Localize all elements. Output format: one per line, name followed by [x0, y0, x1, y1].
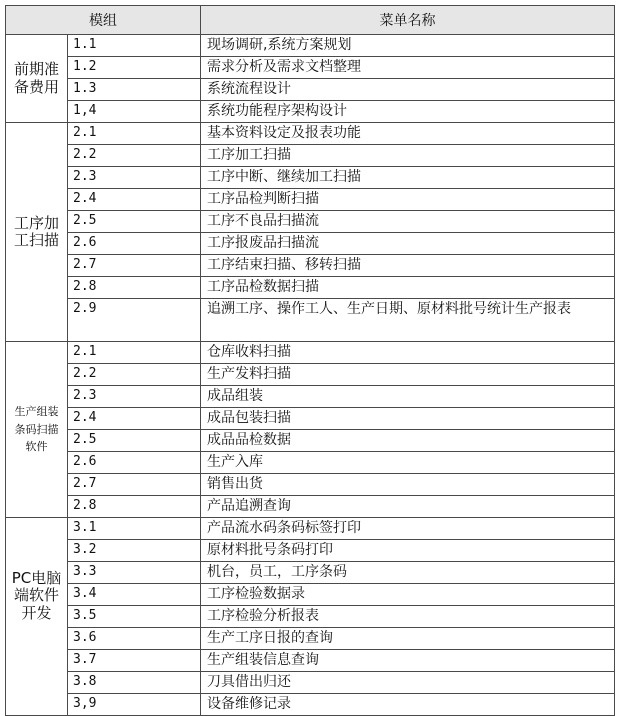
table-row — [6, 189, 615, 211]
table-row — [6, 628, 615, 650]
item-number: 3.1 — [68, 518, 201, 540]
menu-name: 设备维修记录 — [201, 694, 615, 716]
module-line: 工扫描 — [13, 231, 59, 249]
module-line: 生产组装 — [14, 405, 59, 419]
table-row — [6, 364, 615, 386]
table-row — [6, 672, 615, 694]
item-number: 2.5 — [68, 430, 201, 452]
menu-name: 追溯工序、操作工人、生产日期、原材料批号统计生产报表 — [201, 299, 615, 342]
table-row — [6, 540, 615, 562]
module-line: 前期准 — [13, 60, 59, 79]
menu-name: 生产组装信息查询 — [201, 650, 615, 672]
item-number: 2.6 — [68, 233, 201, 255]
module-cell — [6, 35, 68, 123]
menu-name: 生产入库 — [201, 452, 615, 474]
item-number: 1.3 — [68, 79, 201, 101]
module-line: 开发 — [21, 603, 52, 622]
table-row — [6, 35, 615, 57]
item-number: 2.1 — [68, 123, 201, 145]
menu-name: 仓库收料扫描 — [201, 342, 615, 364]
item-number: 3.8 — [68, 672, 201, 694]
menu-name: 工序品检判断扫描 — [201, 189, 615, 211]
table-row — [6, 518, 615, 540]
table-row — [6, 694, 615, 716]
table-row — [6, 496, 615, 518]
item-number: 2.8 — [68, 277, 201, 299]
menu-name: 工序结束扫描、移转扫描 — [201, 255, 615, 277]
table-row — [6, 79, 615, 101]
item-number: 2.3 — [68, 167, 201, 189]
item-number: 3.6 — [68, 628, 201, 650]
table-row — [6, 211, 615, 233]
item-number: 2.5 — [68, 211, 201, 233]
menu-name: 产品流水码条码标签打印 — [201, 518, 615, 540]
table-row — [6, 299, 615, 342]
table-row — [6, 474, 615, 496]
menu-name: 成品组装 — [201, 386, 615, 408]
module-line: 软件 — [25, 440, 48, 454]
item-number: 3.4 — [68, 584, 201, 606]
item-number: 2.2 — [68, 145, 201, 167]
table-row — [6, 584, 615, 606]
menu-name: 工序检验数据录 — [201, 584, 615, 606]
module-cell — [6, 342, 68, 518]
menu-name: 产品追溯查询 — [201, 496, 615, 518]
menu-name: 工序检验分析报表 — [201, 606, 615, 628]
table-row — [6, 606, 615, 628]
table-row — [6, 123, 615, 145]
menu-name: 基本资料设定及报表功能 — [201, 123, 615, 145]
menu-name: 生产工序日报的查询 — [201, 628, 615, 650]
item-number: 2.7 — [68, 255, 201, 277]
table-row — [6, 101, 615, 123]
menu-name: 销售出货 — [201, 474, 615, 496]
table-row — [6, 430, 615, 452]
menu-name: 需求分析及需求文档整理 — [201, 57, 615, 79]
menu-name: 成品品检数据 — [201, 430, 615, 452]
table-row — [6, 408, 615, 430]
menu-name: 工序品检数据扫描 — [201, 277, 615, 299]
module-line: 备费用 — [13, 77, 59, 96]
item-number: 3.5 — [68, 606, 201, 628]
menu-name: 工序中断、继续加工扫描 — [201, 167, 615, 189]
item-number: 2.3 — [68, 386, 201, 408]
table-row — [6, 255, 615, 277]
table-row — [6, 562, 615, 584]
item-number: 3.2 — [68, 540, 201, 562]
table-row — [6, 277, 615, 299]
item-number: 2.4 — [68, 408, 201, 430]
table-row — [6, 167, 615, 189]
item-number: 1,4 — [68, 101, 201, 123]
menu-name: 工序不良品扫描流 — [201, 211, 615, 233]
menu-name: 工序报废品扫描流 — [201, 233, 615, 255]
item-number: 2.1 — [68, 342, 201, 364]
header-menu: 菜单名称 — [201, 6, 615, 35]
module-cell — [6, 518, 68, 716]
table-row — [6, 57, 615, 79]
item-number: 2.7 — [68, 474, 201, 496]
item-number: 1.2 — [68, 57, 201, 79]
item-number: 2.8 — [68, 496, 201, 518]
module-line: 工序加 — [13, 213, 59, 232]
table-row — [6, 233, 615, 255]
menu-name: 系统功能程序架构设计 — [201, 101, 615, 123]
item-number: 2.4 — [68, 189, 201, 211]
menu-name: 原材料批号条码打印 — [201, 540, 615, 562]
item-number: 1.1 — [68, 35, 201, 57]
item-number: 2.2 — [68, 364, 201, 386]
module-cell — [6, 123, 68, 342]
menu-name: 机台，员工，工序条码 — [201, 562, 615, 584]
item-number: 3.7 — [68, 650, 201, 672]
table-row — [6, 342, 615, 364]
menu-name: 成品包装扫描 — [201, 408, 615, 430]
module-line: 条码扫描 — [14, 422, 59, 436]
item-number: 2.9 — [68, 299, 201, 342]
menu-name: 现场调研,系统方案规划 — [201, 35, 615, 57]
item-number: 3,9 — [68, 694, 201, 716]
table-header-row — [6, 6, 615, 35]
module-line: 端软件 — [13, 586, 59, 605]
table-row — [6, 386, 615, 408]
menu-name: 工序加工扫描 — [201, 145, 615, 167]
menu-name: 刀具借出归还 — [201, 672, 615, 694]
menu-name: 生产发料扫描 — [201, 364, 615, 386]
table-row — [6, 452, 615, 474]
menu-name: 系统流程设计 — [201, 79, 615, 101]
item-number: 3.3 — [68, 562, 201, 584]
item-number: 2.6 — [68, 452, 201, 474]
table-row — [6, 650, 615, 672]
header-module: 模组 — [6, 6, 201, 35]
table-row — [6, 145, 615, 167]
module-line: PC电脑 — [11, 569, 62, 587]
module-menu-table — [5, 5, 615, 716]
